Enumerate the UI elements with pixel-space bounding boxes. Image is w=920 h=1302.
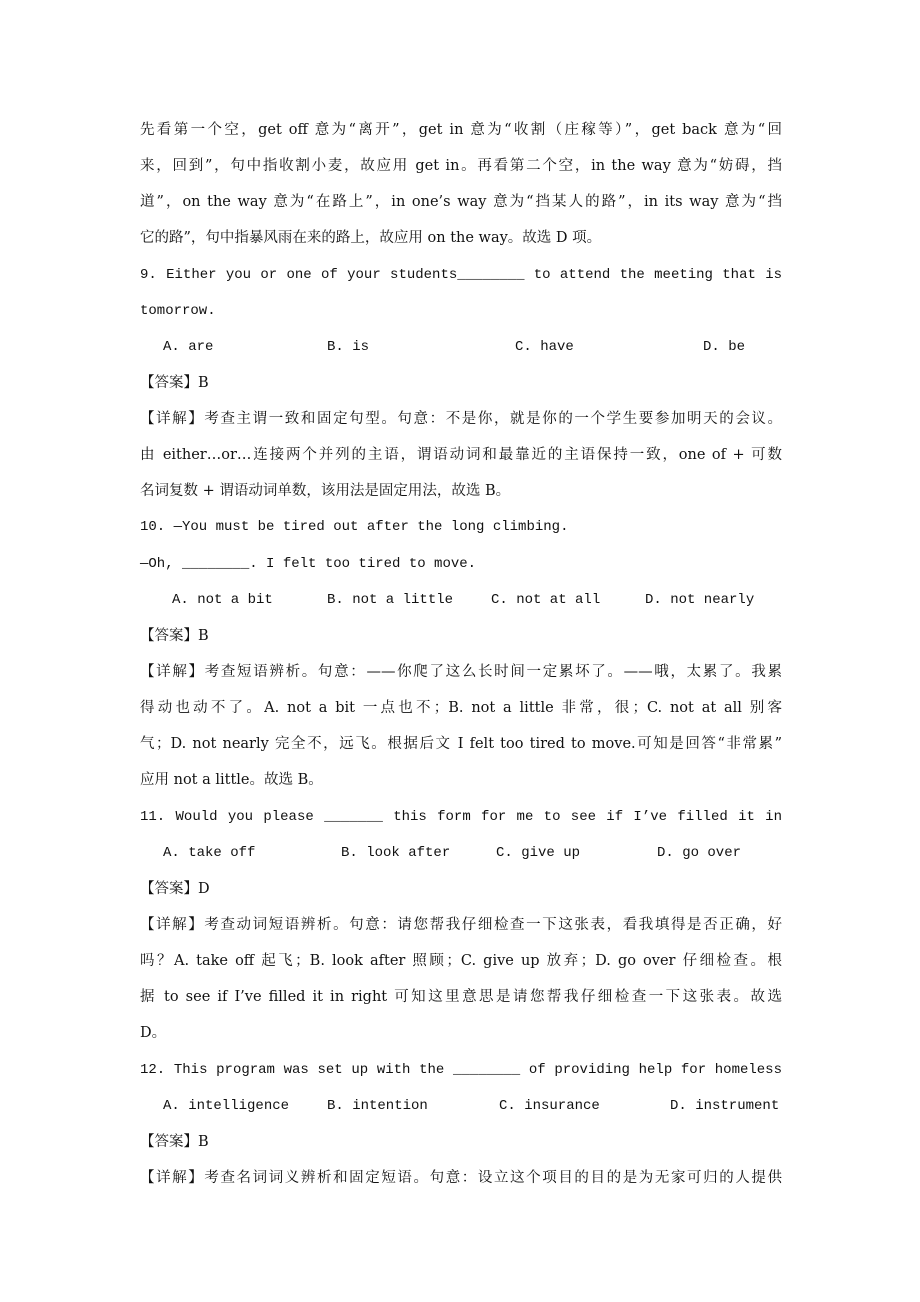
option-c: C. not at all xyxy=(491,592,601,608)
option-c: C. have xyxy=(515,339,574,355)
explanation-line: 吗？A. take off 起飞；B. look after 照顾；C. give up 放弃；D. go over 仔细检查。根 xyxy=(140,953,782,969)
text-line: 先看第一个空，get off 意为“离开”，get in 意为“收割（庄稼等）”，get back 意为“回 xyxy=(140,122,782,138)
explanation-line: 气；D. not nearly 完全不，远飞。根据后文 I felt too tired to move.可知是回答“非常累” xyxy=(140,736,782,752)
option-d: D. go over xyxy=(657,845,742,861)
option-c: C. give up xyxy=(496,845,581,861)
explanation-line: 得动也动不了。A. not a bit 一点也不；B. not a little 非常，很；C. not at all 别客 xyxy=(140,700,782,716)
option-c: C. insurance xyxy=(499,1098,600,1114)
explanation-line: 【详解】考查短语辨析。句意：——你爬了这么长时间一定累坏了。——哦，太累了。我累 xyxy=(140,664,782,680)
option-d: D. not nearly xyxy=(645,592,755,608)
question-stem: 9. Either you or one of your students________ to attend the meeting that is xyxy=(140,267,782,283)
question-stem: 10. —You must be tired out after the long climbing. xyxy=(140,519,569,535)
explanation-line: 应用 not a little。故选 B。 xyxy=(140,772,323,788)
answer: 【答案】B xyxy=(140,375,209,391)
explanation-line: 由 either…or…连接两个并列的主语，谓语动词和最靠近的主语保持一致，one of + 可数 xyxy=(140,447,782,463)
text-line: 它的路”，句中指暴风雨在来的路上，故应用 on the way。故选 D 项。 xyxy=(140,230,602,246)
explanation-line: 【详解】考查动词短语辨析。句意：请您帮我仔细检查一下这张表，看我填得是否正确，好 xyxy=(140,917,782,933)
option-a: A. intelligence xyxy=(163,1098,290,1114)
explanation-line: 据 to see if I’ve filled it in right 可知这里意思是请您帮我仔细检查一下这张表。故选 xyxy=(140,989,782,1005)
text-line: 来，回到”，句中指收割小麦，故应用 get in。再看第二个空，in the way 意为“妨碍，挡 xyxy=(140,158,782,174)
option-b: B. look after xyxy=(341,845,451,861)
question-stem: tomorrow. xyxy=(140,303,216,319)
option-b: B. not a little xyxy=(327,592,454,608)
option-b: B. is xyxy=(327,339,370,355)
option-d: D. be xyxy=(703,339,746,355)
option-b: B. intention xyxy=(327,1098,428,1114)
question-stem: —Oh, ________. I felt too tired to move. xyxy=(140,556,477,572)
answer: 【答案】B xyxy=(140,1134,209,1150)
option-a: A. not a bit xyxy=(172,592,273,608)
question-stem: 12. This program was set up with the ________ of providing help for homeless xyxy=(140,1062,782,1078)
question-stem: 11. Would you please _______ this form for me to see if I’ve filled it in xyxy=(140,809,782,825)
option-a: A. take off xyxy=(163,845,256,861)
option-a: A. are xyxy=(163,339,214,355)
explanation-line: 【详解】考查名词词义辨析和固定短语。句意：设立这个项目的目的是为无家可归的人提供 xyxy=(140,1170,782,1186)
option-d: D. instrument xyxy=(670,1098,780,1114)
answer: 【答案】D xyxy=(140,881,210,897)
explanation-line: D。 xyxy=(140,1025,167,1041)
answer: 【答案】B xyxy=(140,628,209,644)
text-line: 道”，on the way 意为“在路上”，in one’s way 意为“挡某人的路”，in its way 意为“挡 xyxy=(140,194,782,210)
explanation-line: 名词复数 + 谓语动词单数，该用法是固定用法，故选 B。 xyxy=(140,483,511,499)
explanation-line: 【详解】考查主谓一致和固定句型。句意：不是你，就是你的一个学生要参加明天的会议。 xyxy=(140,411,782,427)
